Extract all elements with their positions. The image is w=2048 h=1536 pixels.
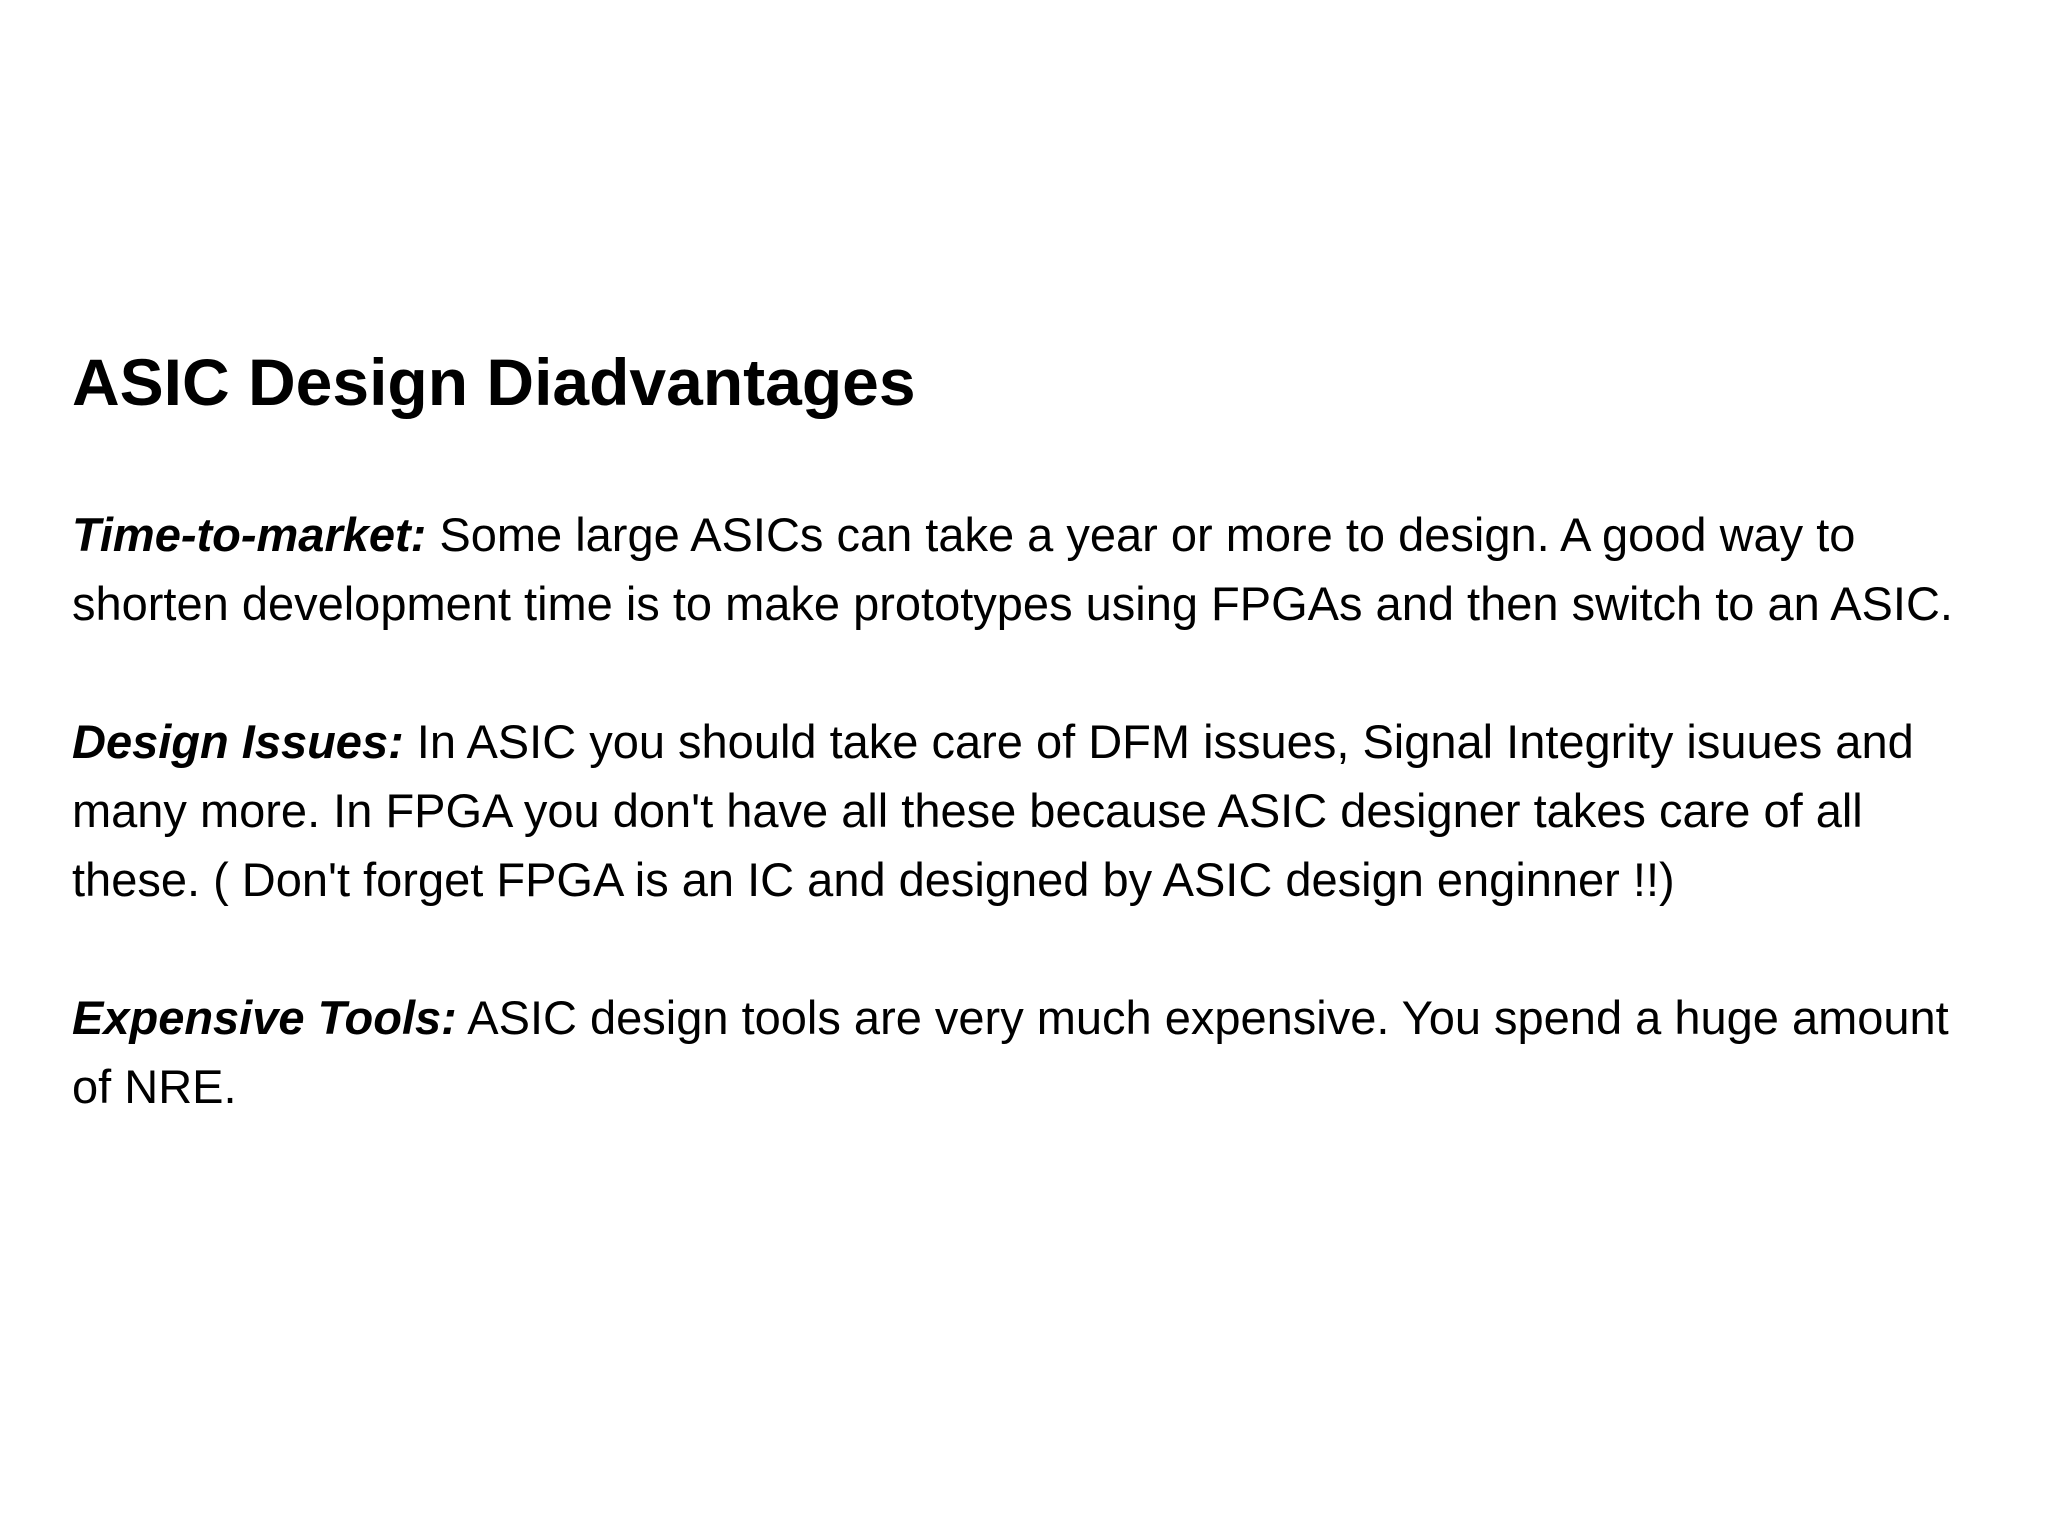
point-label: Design Issues: (72, 715, 404, 768)
point-text: Some large ASICs can take a year or more to design. A good way to shorten development time is to make prototypes using FPGAs and then switch to an ASIC. (72, 508, 1953, 630)
point-text: In ASIC you should take care of DFM issues, Signal Integrity isuues and many more. In FPGA you don't have all these because ASIC designer takes care of all these. ( Don't forget FPGA is an IC and designed by ASIC design enginner !!) (72, 715, 1914, 906)
point-label: Time-to-market: (72, 508, 427, 561)
slide-title: ASIC Design Diadvantages (72, 345, 916, 419)
point-text: ASIC design tools are very much expensive. You spend a huge amount of NRE. (72, 991, 1949, 1113)
point-expensive-tools (72, 983, 1992, 1121)
point-design-issues (72, 707, 1992, 914)
slide-body (72, 500, 1992, 1190)
point-label: Expensive Tools: (72, 991, 457, 1044)
point-time-to-market (72, 500, 1992, 638)
